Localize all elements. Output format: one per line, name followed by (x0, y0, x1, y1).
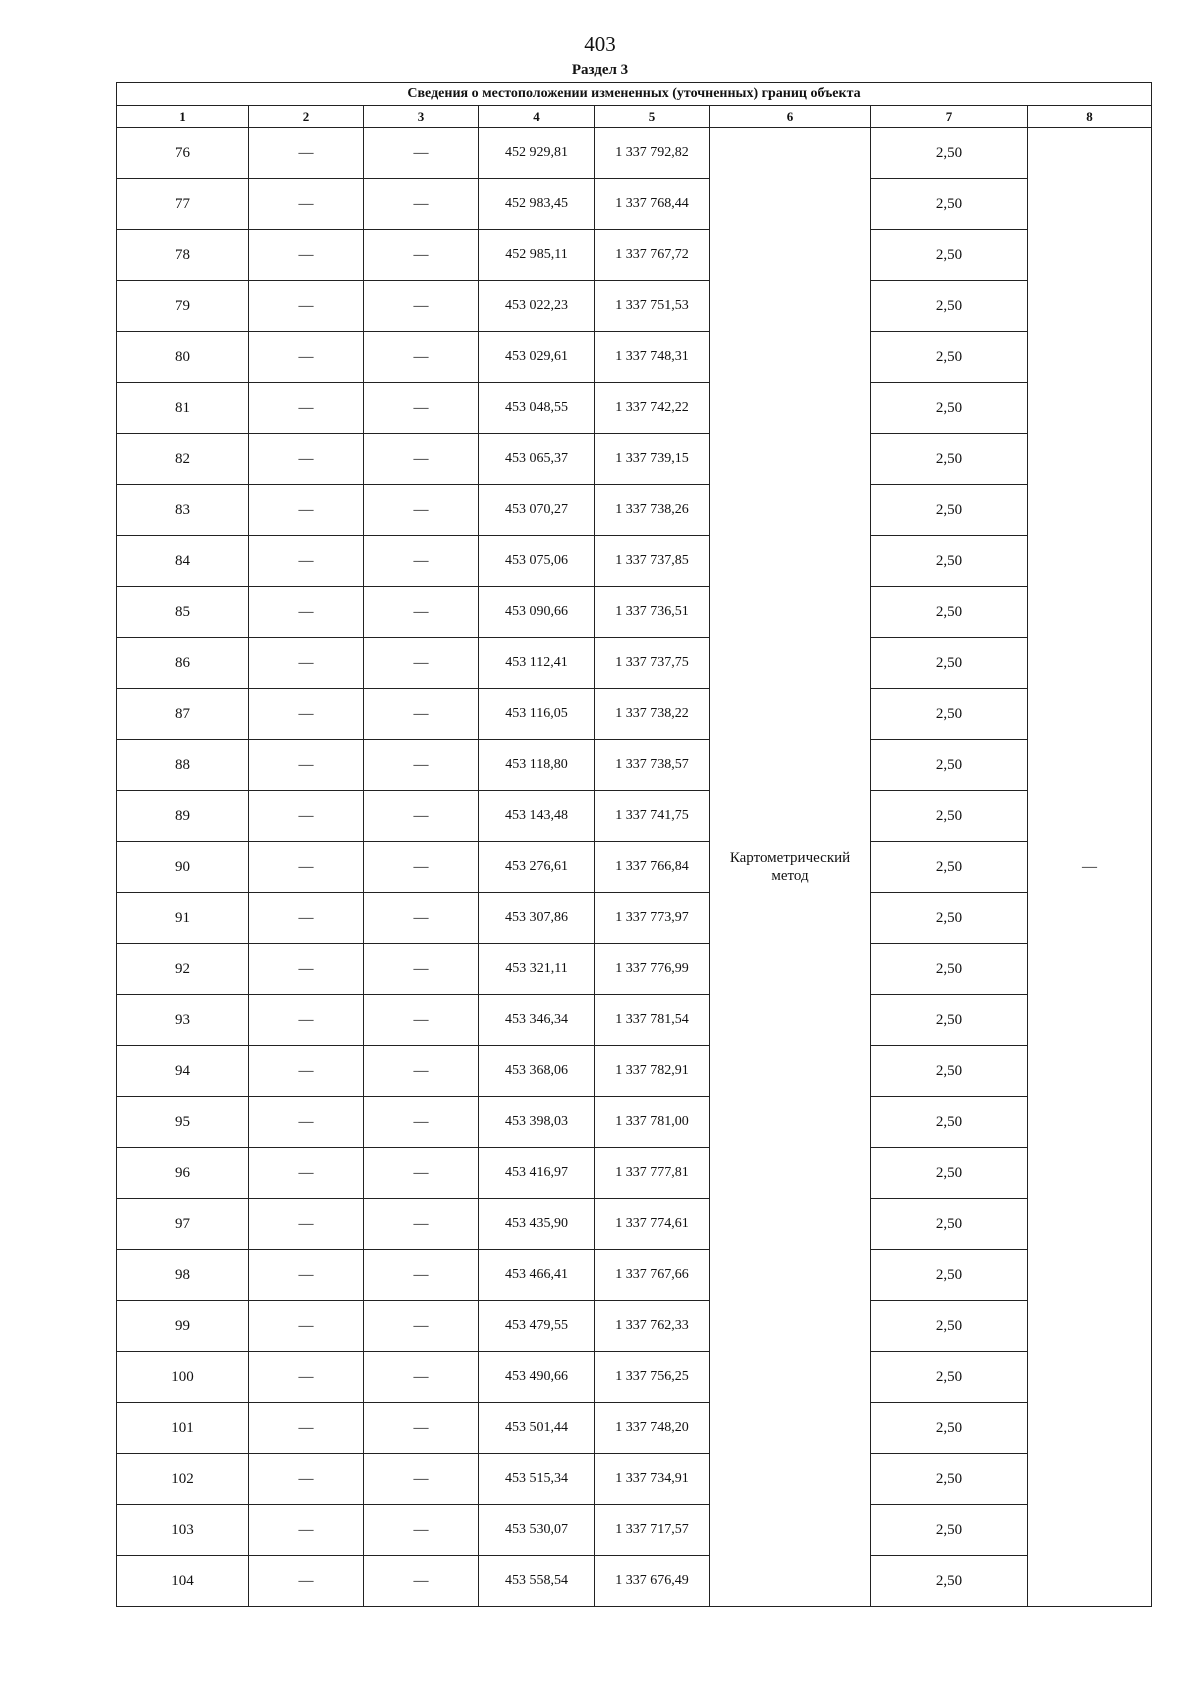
coordinate-x-cell: 453 466,41 (479, 1250, 595, 1301)
column-2-cell: — (249, 1046, 364, 1097)
point-number-cell: 82 (117, 434, 249, 485)
column-2-cell: — (249, 1556, 364, 1607)
column-3-cell: — (364, 1199, 479, 1250)
column-2-cell: — (249, 536, 364, 587)
point-number-cell: 100 (117, 1352, 249, 1403)
table-row (117, 1199, 1152, 1250)
column-2-cell: — (249, 230, 364, 281)
column-3-cell: — (364, 434, 479, 485)
column-2-cell: — (249, 791, 364, 842)
column-3-cell: — (364, 842, 479, 893)
accuracy-cell: 2,50 (871, 995, 1028, 1046)
table-row (117, 689, 1152, 740)
coordinate-x-cell: 452 929,81 (479, 128, 595, 179)
column-2-cell: — (249, 1505, 364, 1556)
table-row (117, 842, 1152, 893)
accuracy-cell: 2,50 (871, 791, 1028, 842)
accuracy-cell: 2,50 (871, 128, 1028, 179)
accuracy-cell: 2,50 (871, 485, 1028, 536)
column-3-cell: — (364, 1556, 479, 1607)
point-number-cell: 96 (117, 1148, 249, 1199)
accuracy-cell: 2,50 (871, 638, 1028, 689)
accuracy-cell: 2,50 (871, 1505, 1028, 1556)
point-number-cell: 83 (117, 485, 249, 536)
coordinate-y-cell: 1 337 781,00 (595, 1097, 710, 1148)
coordinate-y-cell: 1 337 762,33 (595, 1301, 710, 1352)
column-3-cell: — (364, 536, 479, 587)
coordinate-x-cell: 453 048,55 (479, 383, 595, 434)
column-3-cell: — (364, 995, 479, 1046)
point-number-cell: 98 (117, 1250, 249, 1301)
accuracy-cell: 2,50 (871, 383, 1028, 434)
coordinate-y-cell: 1 337 782,91 (595, 1046, 710, 1097)
table-row (117, 995, 1152, 1046)
coordinate-y-cell: 1 337 776,99 (595, 944, 710, 995)
accuracy-cell: 2,50 (871, 536, 1028, 587)
coordinate-y-cell: 1 337 756,25 (595, 1352, 710, 1403)
table-row (117, 1046, 1152, 1097)
table-row (117, 332, 1152, 383)
column-2-cell: — (249, 1352, 364, 1403)
coordinate-x-cell: 453 435,90 (479, 1199, 595, 1250)
column-3-cell: — (364, 1301, 479, 1352)
table-row (117, 1097, 1152, 1148)
coordinate-y-cell: 1 337 792,82 (595, 128, 710, 179)
accuracy-cell: 2,50 (871, 179, 1028, 230)
coordinate-x-cell: 453 490,66 (479, 1352, 595, 1403)
point-number-cell: 85 (117, 587, 249, 638)
coordinate-y-cell: 1 337 737,85 (595, 536, 710, 587)
table-row (117, 281, 1152, 332)
table-body (117, 83, 1152, 1607)
column-2-cell: — (249, 893, 364, 944)
coordinate-x-cell: 453 118,80 (479, 740, 595, 791)
column-header: 1 (117, 106, 249, 128)
point-number-cell: 94 (117, 1046, 249, 1097)
column-3-cell: — (364, 281, 479, 332)
point-number-cell: 103 (117, 1505, 249, 1556)
table-row (117, 944, 1152, 995)
table-row (117, 1301, 1152, 1352)
column-3-cell: — (364, 1148, 479, 1199)
accuracy-cell: 2,50 (871, 1556, 1028, 1607)
accuracy-cell: 2,50 (871, 1046, 1028, 1097)
point-number-cell: 88 (117, 740, 249, 791)
point-number-cell: 95 (117, 1097, 249, 1148)
point-number-cell: 93 (117, 995, 249, 1046)
column-3-cell: — (364, 944, 479, 995)
coordinate-y-cell: 1 337 738,22 (595, 689, 710, 740)
column-3-cell: — (364, 230, 479, 281)
table-row (117, 791, 1152, 842)
table-row (117, 740, 1152, 791)
accuracy-cell: 2,50 (871, 1148, 1028, 1199)
point-number-cell: 77 (117, 179, 249, 230)
table-row (117, 1250, 1152, 1301)
point-number-cell: 89 (117, 791, 249, 842)
column-3-cell: — (364, 791, 479, 842)
coordinate-x-cell: 453 022,23 (479, 281, 595, 332)
accuracy-cell: 2,50 (871, 842, 1028, 893)
column-header: 5 (595, 106, 710, 128)
coordinate-y-cell: 1 337 766,84 (595, 842, 710, 893)
table-row (117, 1352, 1152, 1403)
column-8-cell: — (1028, 128, 1152, 1607)
table-caption: Сведения о местоположении измененных (уточненных) границ объекта (117, 83, 1152, 106)
column-3-cell: — (364, 128, 479, 179)
coordinate-x-cell: 453 321,11 (479, 944, 595, 995)
coordinate-x-cell: 453 065,37 (479, 434, 595, 485)
page-number: 403 (584, 32, 616, 56)
column-3-cell: — (364, 383, 479, 434)
column-2-cell: — (249, 1403, 364, 1454)
column-3-cell: — (364, 740, 479, 791)
column-2-cell: — (249, 842, 364, 893)
accuracy-cell: 2,50 (871, 230, 1028, 281)
accuracy-cell: 2,50 (871, 587, 1028, 638)
column-3-cell: — (364, 485, 479, 536)
coordinate-y-cell: 1 337 774,61 (595, 1199, 710, 1250)
coordinate-y-cell: 1 337 781,54 (595, 995, 710, 1046)
point-number-cell: 104 (117, 1556, 249, 1607)
column-3-cell: — (364, 587, 479, 638)
accuracy-cell: 2,50 (871, 1199, 1028, 1250)
point-number-cell: 87 (117, 689, 249, 740)
point-number-cell: 76 (117, 128, 249, 179)
table-row (117, 1403, 1152, 1454)
coordinate-y-cell: 1 337 738,57 (595, 740, 710, 791)
column-3-cell: — (364, 1352, 479, 1403)
accuracy-cell: 2,50 (871, 434, 1028, 485)
point-number-cell: 92 (117, 944, 249, 995)
column-header: 8 (1028, 106, 1152, 128)
coordinate-y-cell: 1 337 748,31 (595, 332, 710, 383)
coordinate-x-cell: 453 515,34 (479, 1454, 595, 1505)
column-2-cell: — (249, 1454, 364, 1505)
coordinate-x-cell: 453 070,27 (479, 485, 595, 536)
column-2-cell: — (249, 128, 364, 179)
table-row (117, 434, 1152, 485)
coordinate-y-cell: 1 337 741,75 (595, 791, 710, 842)
column-header: 7 (871, 106, 1028, 128)
table-row (117, 230, 1152, 281)
coordinate-x-cell: 453 116,05 (479, 689, 595, 740)
column-3-cell: — (364, 332, 479, 383)
coordinate-x-cell: 452 985,11 (479, 230, 595, 281)
table-row (117, 587, 1152, 638)
coordinate-x-cell: 453 090,66 (479, 587, 595, 638)
point-number-cell: 84 (117, 536, 249, 587)
column-2-cell: — (249, 1199, 364, 1250)
column-3-cell: — (364, 1097, 479, 1148)
point-number-cell: 79 (117, 281, 249, 332)
column-numbers-row (117, 106, 1152, 128)
coordinate-x-cell: 453 112,41 (479, 638, 595, 689)
column-2-cell: — (249, 740, 364, 791)
column-3-cell: — (364, 1505, 479, 1556)
section-title: Раздел 3 (571, 62, 629, 78)
column-2-cell: — (249, 1148, 364, 1199)
coordinate-y-cell: 1 337 717,57 (595, 1505, 710, 1556)
column-2-cell: — (249, 638, 364, 689)
coordinate-y-cell: 1 337 737,75 (595, 638, 710, 689)
column-3-cell: — (364, 689, 479, 740)
accuracy-cell: 2,50 (871, 281, 1028, 332)
column-3-cell: — (364, 638, 479, 689)
coordinate-x-cell: 453 558,54 (479, 1556, 595, 1607)
coordinate-x-cell: 453 530,07 (479, 1505, 595, 1556)
boundary-coordinates-table (116, 82, 1152, 1607)
point-number-cell: 102 (117, 1454, 249, 1505)
column-2-cell: — (249, 944, 364, 995)
column-2-cell: — (249, 332, 364, 383)
column-3-cell: — (364, 1250, 479, 1301)
table-row (117, 1556, 1152, 1607)
coordinate-y-cell: 1 337 734,91 (595, 1454, 710, 1505)
table-row (117, 893, 1152, 944)
accuracy-cell: 2,50 (871, 893, 1028, 944)
coordinate-x-cell: 453 479,55 (479, 1301, 595, 1352)
column-2-cell: — (249, 689, 364, 740)
method-cell: Картометрический метод (710, 128, 871, 1607)
coordinate-x-cell: 453 368,06 (479, 1046, 595, 1097)
column-3-cell: — (364, 1454, 479, 1505)
point-number-cell: 90 (117, 842, 249, 893)
accuracy-cell: 2,50 (871, 1454, 1028, 1505)
column-2-cell: — (249, 281, 364, 332)
column-2-cell: — (249, 1097, 364, 1148)
column-3-cell: — (364, 893, 479, 944)
column-3-cell: — (364, 1046, 479, 1097)
accuracy-cell: 2,50 (871, 1403, 1028, 1454)
point-number-cell: 86 (117, 638, 249, 689)
coordinate-y-cell: 1 337 751,53 (595, 281, 710, 332)
coordinate-y-cell: 1 337 768,44 (595, 179, 710, 230)
table-row (117, 485, 1152, 536)
column-2-cell: — (249, 434, 364, 485)
accuracy-cell: 2,50 (871, 689, 1028, 740)
column-3-cell: — (364, 179, 479, 230)
column-2-cell: — (249, 485, 364, 536)
point-number-cell: 91 (117, 893, 249, 944)
point-number-cell: 101 (117, 1403, 249, 1454)
coordinate-x-cell: 453 346,34 (479, 995, 595, 1046)
table-row (117, 638, 1152, 689)
accuracy-cell: 2,50 (871, 332, 1028, 383)
coordinate-x-cell: 453 029,61 (479, 332, 595, 383)
coordinate-y-cell: 1 337 676,49 (595, 1556, 710, 1607)
accuracy-cell: 2,50 (871, 1250, 1028, 1301)
table-row (117, 383, 1152, 434)
coordinate-x-cell: 453 501,44 (479, 1403, 595, 1454)
coordinate-x-cell: 452 983,45 (479, 179, 595, 230)
column-header: 4 (479, 106, 595, 128)
accuracy-cell: 2,50 (871, 944, 1028, 995)
coordinate-y-cell: 1 337 767,66 (595, 1250, 710, 1301)
table-row (117, 128, 1152, 179)
column-2-cell: — (249, 995, 364, 1046)
column-header: 3 (364, 106, 479, 128)
accuracy-cell: 2,50 (871, 1301, 1028, 1352)
coordinate-x-cell: 453 143,48 (479, 791, 595, 842)
table-row (117, 1148, 1152, 1199)
coordinate-y-cell: 1 337 773,97 (595, 893, 710, 944)
point-number-cell: 78 (117, 230, 249, 281)
column-2-cell: — (249, 1250, 364, 1301)
table-row (117, 536, 1152, 587)
column-2-cell: — (249, 383, 364, 434)
coordinate-y-cell: 1 337 738,26 (595, 485, 710, 536)
column-2-cell: — (249, 1301, 364, 1352)
coordinate-y-cell: 1 337 767,72 (595, 230, 710, 281)
point-number-cell: 97 (117, 1199, 249, 1250)
point-number-cell: 81 (117, 383, 249, 434)
table-row (117, 1505, 1152, 1556)
point-number-cell: 80 (117, 332, 249, 383)
column-2-cell: — (249, 587, 364, 638)
table-caption-row (117, 83, 1152, 106)
table-row (117, 179, 1152, 230)
accuracy-cell: 2,50 (871, 1097, 1028, 1148)
column-header: 2 (249, 106, 364, 128)
coordinate-x-cell: 453 307,86 (479, 893, 595, 944)
coordinate-x-cell: 453 416,97 (479, 1148, 595, 1199)
accuracy-cell: 2,50 (871, 1352, 1028, 1403)
point-number-cell: 99 (117, 1301, 249, 1352)
coordinate-x-cell: 453 075,06 (479, 536, 595, 587)
coordinate-y-cell: 1 337 736,51 (595, 587, 710, 638)
column-2-cell: — (249, 179, 364, 230)
coordinate-y-cell: 1 337 742,22 (595, 383, 710, 434)
accuracy-cell: 2,50 (871, 740, 1028, 791)
coordinate-y-cell: 1 337 748,20 (595, 1403, 710, 1454)
column-3-cell: — (364, 1403, 479, 1454)
column-header: 6 (710, 106, 871, 128)
coordinate-x-cell: 453 398,03 (479, 1097, 595, 1148)
coordinate-y-cell: 1 337 739,15 (595, 434, 710, 485)
table-row (117, 1454, 1152, 1505)
coordinate-y-cell: 1 337 777,81 (595, 1148, 710, 1199)
coordinate-x-cell: 453 276,61 (479, 842, 595, 893)
